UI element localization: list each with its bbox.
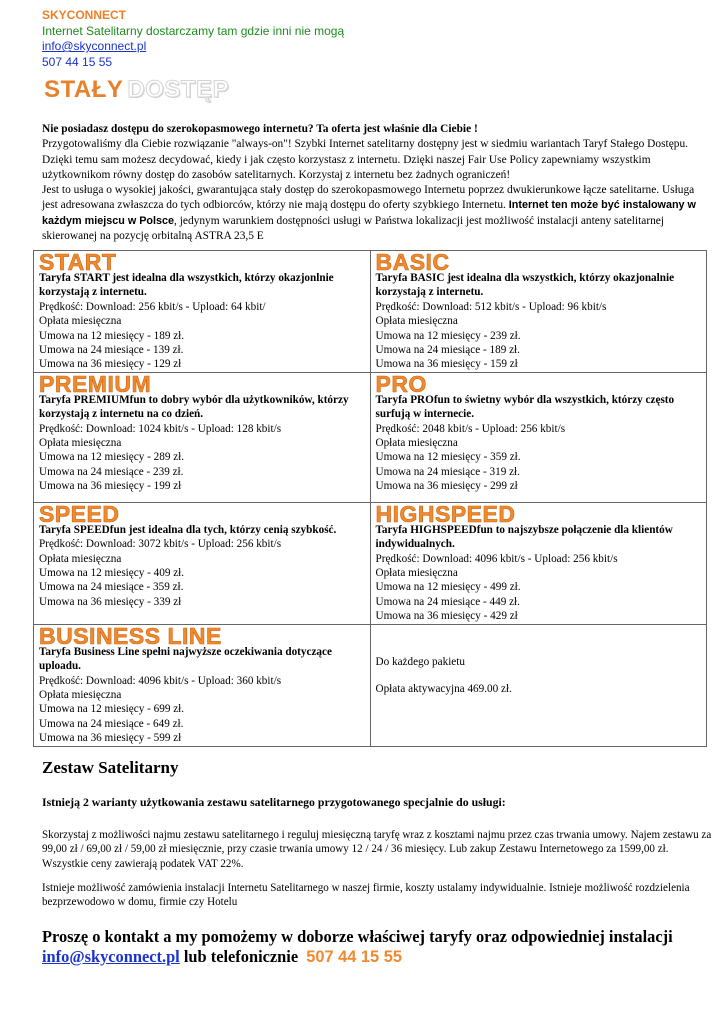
tariff-description: Taryfa PREMIUMfun to dobry wybór dla użytkowników, którzy korzystają z internetu na co dzień. (39, 393, 349, 421)
contact-phone: 507 44 15 55 (306, 948, 402, 966)
tariff-price-36: Umowa na 36 miesięcy - 599 zł (39, 732, 182, 745)
tariff-price-12: Umowa na 12 miesięcy - 289 zł. (39, 451, 185, 464)
logo-word-staly: STAŁY (44, 76, 124, 103)
satellite-kit-paragraph-2: Istnieje możliwość zamówienia instalacji Internetu Satelitarnego w naszej firmie, koszty ustalamy indywidualnie. Istnieje możliwość rozdzielenia bezprzewodowo w domu, firmie czy Hotelu (42, 882, 690, 909)
tariff-fee-label: Opłata miesięczna (375, 315, 458, 328)
tariff-basic (370, 251, 707, 373)
tariff-price-24: Umowa na 24 miesiące - 359 zł. (39, 581, 184, 594)
tariff-price-36: Umowa na 36 miesięcy - 429 zł (375, 610, 518, 623)
tariff-speed: Prędkość: Download: 256 kbit/s - Upload: 64 kbit/ (39, 300, 266, 313)
tariff-speed: Prędkość: 2048 kbit/s - Upload: 256 kbit/s (375, 422, 566, 435)
intro-headline: Nie posiadasz dostępu do szerokopasmowego internetu? Ta oferta jest właśnie dla Ciebie ! (42, 123, 478, 135)
tariff-price-12: Umowa na 12 miesięcy - 409 zł. (39, 567, 185, 580)
staly-dostep-logo (44, 76, 229, 104)
tariff-row (34, 502, 707, 624)
tagline: Internet Satelitarny dostarczamy tam gdzie inni nie mogą (42, 23, 345, 38)
tariff-price-36: Umowa na 36 miesięcy - 199 zł (39, 480, 182, 493)
intro-paragraph-1: Przygotowaliśmy dla Ciebie rozwiązanie "always-on"! Szybki Internet satelitarny dostępny jest w siedmiu wariantach Taryf Stałego Dostępu. Dzięki temu sam możesz decydować, kiedy i jak często korzystasz z internetu. Dzięki naszej Fair Use Policy zapewniamy wszystkim użytkownikom równy dostęp do zasobów satelitarnych. Korzystaj z internetu bez żadnych ograniczeń! (42, 138, 688, 181)
tariff-row (34, 624, 707, 746)
tariff-fee-label: Opłata miesięczna (39, 437, 122, 450)
logo-word-dostep: DOSTĘP (127, 76, 230, 103)
tariff-price-36: Umowa na 36 miesięcy - 129 zł (39, 358, 182, 371)
header-email-link[interactable]: info@skyconnect.pl (42, 39, 147, 53)
tariff-description: Taryfa PROfun to świetny wybór dla wszystkich, którzy często surfują w internecie. (375, 393, 675, 421)
tariff-premium (34, 372, 371, 502)
tariff-price-24: Umowa na 24 miesiące - 649 zł. (39, 717, 184, 730)
contact-section (42, 927, 712, 967)
tariff-speed-plan (34, 502, 371, 624)
activation-fee-cell (370, 624, 707, 746)
tariff-start (34, 251, 371, 373)
contact-text: Proszę o kontakt a my pomożemy w doborze właściwej taryfy oraz odpowiedniej instalacji (42, 927, 673, 946)
contact-email-link[interactable]: info@skyconnect.pl (42, 947, 180, 966)
intro-section (42, 122, 712, 244)
activation-fee: Opłata aktywacyjna 469.00 zł. (375, 683, 512, 696)
tariff-price-12: Umowa na 12 miesięcy - 359 zł. (375, 451, 521, 464)
tariff-highspeed (370, 502, 707, 624)
tariff-description: Taryfa BASIC jest idealna dla wszystkich, którzy okazjonalnie korzystają z internetu. (375, 272, 675, 299)
tariff-speed: Prędkość: Download: 4096 kbit/s - Upload: 256 kbit/s (375, 552, 618, 565)
tariff-price-24: Umowa na 24 miesiące - 139 zł. (39, 344, 184, 357)
satellite-kit-title: Zestaw Satelitarny (42, 758, 179, 777)
tariff-price-36: Umowa na 36 miesięcy - 159 zł (375, 358, 518, 371)
tariff-price-24: Umowa na 24 miesiące - 319 zł. (375, 465, 520, 478)
tariff-name: SPEED (39, 502, 120, 523)
tariff-fee-label: Opłata miesięczna (39, 688, 122, 701)
tariff-price-24: Umowa na 24 miesiące - 189 zł. (375, 344, 520, 357)
tariff-name: HIGHSPEED (375, 502, 516, 523)
tariff-description: Taryfa SPEEDfun jest idealna dla tych, którzy cenią szybkość. (39, 523, 337, 536)
page-header (42, 8, 344, 70)
tariff-fee-label: Opłata miesięczna (375, 437, 458, 450)
tariff-table (33, 250, 707, 747)
tariff-fee-label: Opłata miesięczna (39, 552, 122, 565)
intro-p2-end: , jedynym warunkiem dostępności usługi w Państwa lokalizacji jest możliwość instalacji anteny satelitarnej skierowanej na pozycję orbitalną ASTRA 23,5 E (42, 214, 665, 243)
tariff-price-12: Umowa na 12 miesięcy - 189 zł. (39, 329, 185, 342)
tariff-price-12: Umowa na 12 miesięcy - 239 zł. (375, 329, 521, 342)
tariff-price-36: Umowa na 36 miesięcy - 339 zł (39, 595, 182, 608)
contact-phone-label: lub telefonicznie (183, 947, 299, 966)
tariff-row (34, 372, 707, 502)
activation-note: Do każdego pakietu (375, 655, 465, 668)
tariff-name: PREMIUM (39, 372, 152, 393)
tariff-description: Taryfa START jest idealna dla wszystkich, którzy okazjonlnie korzystają z internetu. (39, 272, 334, 299)
tariff-pro (370, 372, 707, 502)
tariff-speed: Prędkość: Download: 512 kbit/s - Upload: 96 kbit/s (375, 300, 607, 313)
satellite-kit-subtitle: Istnieją 2 warianty użytkowania zestawu satelitarnego przygotowanego specjalnie do usługi: (42, 795, 506, 809)
tariff-business-line (34, 624, 371, 746)
tariff-description: Taryfa HIGHSPEEDfun to najszybsze połączenie dla klientów indywidualnych. (375, 523, 673, 551)
tariff-description: Taryfa Business Line spełni najwyższe oczekiwania dotyczące uploadu. (39, 645, 332, 673)
tariff-price-12: Umowa na 12 miesięcy - 499 zł. (375, 581, 521, 594)
tariff-name: PRO (375, 372, 427, 393)
tariff-price-24: Umowa na 24 miesiące - 449 zł. (375, 595, 520, 608)
tariff-fee-label: Opłata miesięczna (39, 315, 122, 328)
intro-p2-bold: Internet ten może być instalowany w każdym miejscu w Polsce (42, 199, 696, 227)
tariff-speed: Prędkość: Download: 1024 kbit/s - Upload: 128 kbit/s (39, 422, 282, 435)
tariff-price-24: Umowa na 24 miesiące - 239 zł. (39, 465, 184, 478)
tariff-price-36: Umowa na 36 miesięcy - 299 zł (375, 480, 518, 493)
satellite-kit-paragraph-1: Skorzystaj z możliwości najmu zestawu satelitarnego i reguluj miesięczną taryfę wraz z kosztami najmu przez czas trwania umowy. Najem zestawu za 99,00 zł / 69,00 zł / 59,00 zł miesięcznie, przy czasie trwania umowy 12 / 24 / 36 miesięcy. Lub zakup Zestawu Internetowego za 1599,00 zł. Wszystkie ceny zawierają podatek VAT 22%. (42, 829, 712, 870)
header-phone: 507 44 15 55 (42, 54, 113, 69)
tariff-name: BASIC (375, 251, 450, 271)
brand-name: SKYCONNECT (42, 8, 127, 22)
tariff-name: BUSINESS LINE (39, 624, 222, 645)
intro-p2-start: Jest to usługa o wysokiej jakości, gwarantująca stały dostęp do szerokopasmowego Internetu poprzez dwukierunkowe łącze satelitarne. Usługa jest adresowana zwłaszcza do tych odbiorców, którzy nie mają dostępu do oferty szybkiego Internetu. (42, 184, 695, 212)
tariff-name: START (39, 251, 117, 271)
tariff-speed: Prędkość: Download: 3072 kbit/s - Upload: 256 kbit/s (39, 538, 282, 551)
tariff-price-12: Umowa na 12 miesięcy - 699 zł. (39, 703, 185, 716)
tariff-fee-label: Opłata miesięczna (375, 567, 458, 580)
tariff-row (34, 251, 707, 373)
tariff-speed: Prędkość: Download: 4096 kbit/s - Upload: 360 kbit/s (39, 674, 282, 687)
intro-paragraph-2 (42, 183, 712, 244)
